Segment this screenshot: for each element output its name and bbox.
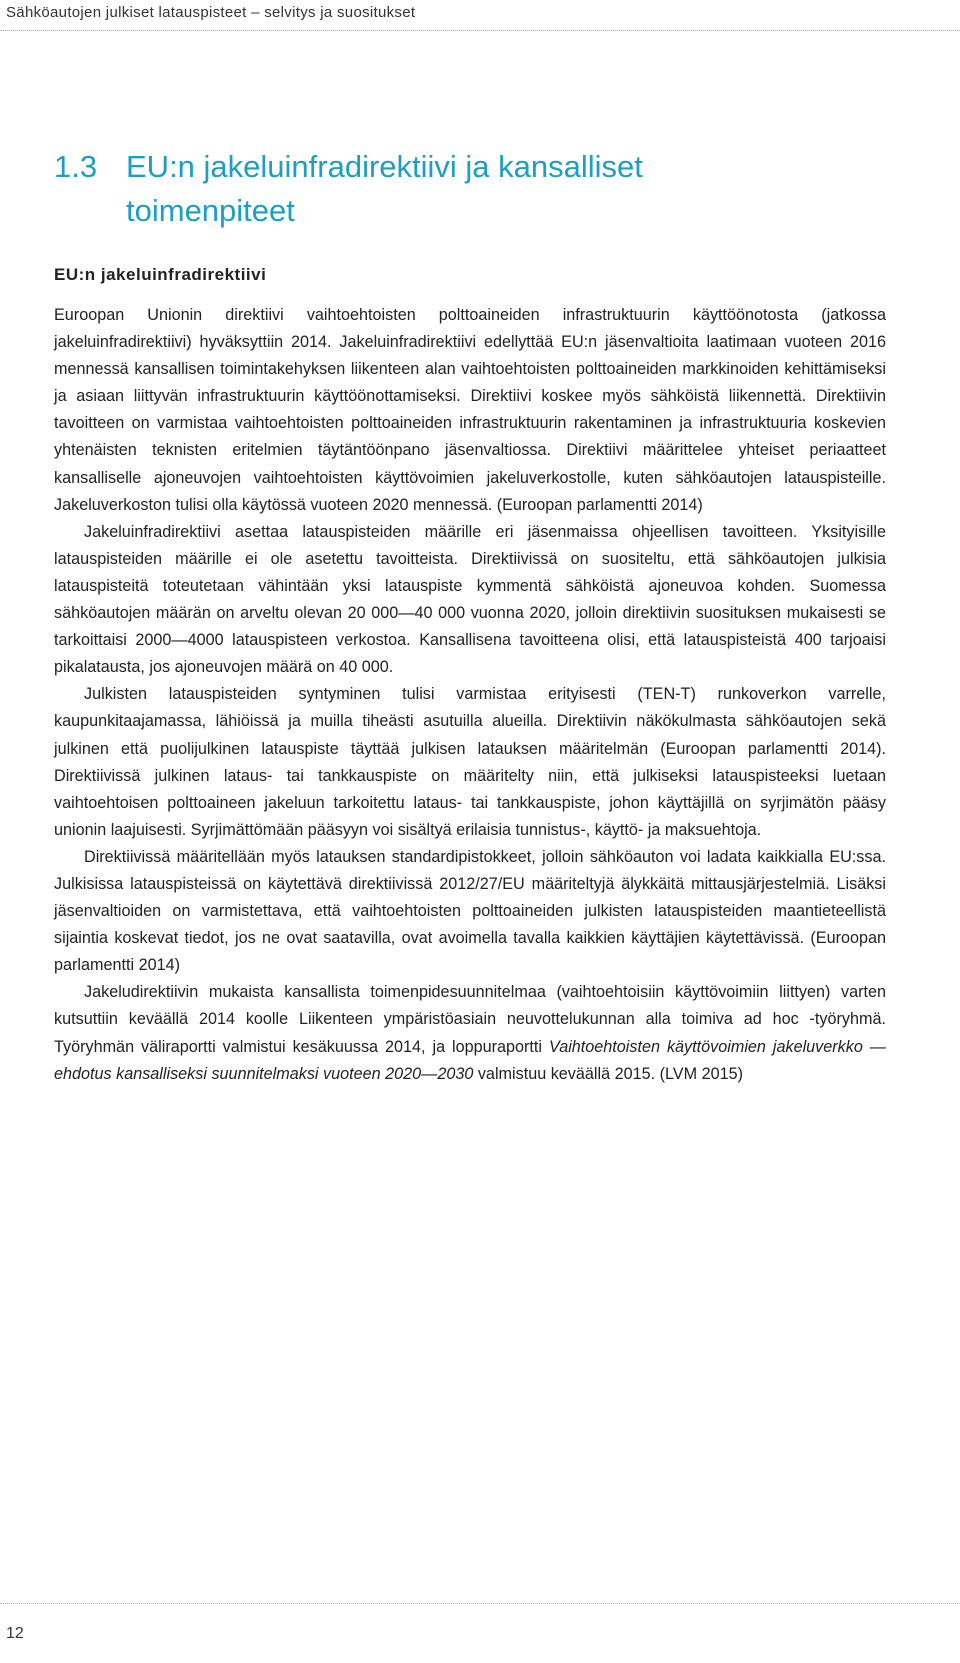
report-title: Vaihtoehtoisten käyttövoimien jakeluverkko — ehdotus kansalliseksi suunnitelmaksi vuoteen 2020—2030: [54, 1037, 886, 1083]
paragraph-3: Julkisten latauspisteiden syntyminen tulisi varmistaa erityisesti (TEN-T) runkoverkon varrelle, kaupunkitaajamassa, lähiöissä ja muilla tiheästi asutuilla alueilla. Direktiivin näkökulmasta sähköautojen sekä julkinen että puolijulkinen latauspiste täyttää julkisen latauksen määritelmän (Euroopan parlamentti 2014). Direktiivissä julkinen lataus- tai tankkauspiste on määritelty niin, että julkiseksi latauspisteeksi luetaan vaihtoehtoisen polttoaineen jakeluun tarkoitettu lataus- tai tankkauspiste, johon käyttäjillä on syrjimätön pääsy unionin laajuisesti. Syrjimättömään pääsyyn voi sisältyä erilaisia tunnistus-, käyttö- ja maksuehtoja.: [54, 685, 886, 839]
section-title: EU:n jakeluinfradirektiivi ja kansalliset toimenpiteet: [126, 149, 643, 228]
paragraph-5-text: Jakeludirektiivin mukaista kansallista toimenpidesuunnitelmaa (vaihtoehtoisiin käyttövoimiin liittyen) varten kutsuttiin keväällä 2014 koolle Liikenteen ympäristöasiain neuvottelukunnan alla toimiva ad hoc -työryhmä. Työryhmän väliraportti valmistui kesäkuussa 2014, ja loppuraportti: [54, 983, 886, 1056]
subheading: EU:n jakeluinfradirektiivi: [54, 265, 267, 284]
paragraph-2: Jakeluinfradirektiivi asettaa latauspisteiden määrille eri jäsenmaissa ohjeellisen tavoitteen. Yksityisille latauspisteiden määrille ei ole asetettu tavoitteista. Direktiivissä on suositeltu, että sähköautojen julkisia latauspisteitä toteutetaan vähintään yksi latauspiste kymmentä sähköistä ajoneuvoa kohden. Suomessa sähköautojen määrän on arveltu olevan 20 000—40 000 vuonna 2020, jolloin direktiivin suosituksen mukaisesti se tarkoittaisi 2000—4000 latauspisteen verkostoa. Kansallisena tavoitteena olisi, että latauspisteistä 400 tarjoaisi pikalatausta, jos ajoneuvojen määrä on 40 000.: [54, 522, 886, 677]
paragraph-1: Euroopan Unionin direktiivi vaihtoehtoisten polttoaineiden infrastruktuurin käyttöönotosta (jatkossa jakeluinfradirektiivi) hyväksyttiin 2014. Jakeluinfradirektiivi edellyttää EU:n jäsenvaltioita laatimaan vuoteen 2016 mennessä kansallisen toimintakehyksen liikenteen alan vaihtoehtoisten polttoaineiden markkinoiden kehittämiseksi ja asiaan liittyvän infrastruktuurin käyttöönottamiseksi. Direktiivi koskee myös sähköistä liikennettä. Direktiivin tavoitteen on varmistaa vaihtoehtoisten polttoaineiden infrastruktuurin rakentaminen ja infrastruktuuria koskevien yhtenäisten teknisten eritelmien täytäntöönpano jäsenvaltiossa. Direktiivi määrittelee yhteiset periaatteet kansalliselle ajoneuvojen vaihtoehtoisten käyttövoimien jakeluverkostolle, kuten sähköautojen latauspisteille. Jakeluverkoston tulisi olla käytössä vuoteen 2020 mennessä. (Euroopan parlamentti 2014): [54, 306, 886, 514]
section-number: 1.3: [54, 149, 98, 184]
body-text: [54, 302, 886, 1088]
running-header: Sähköautojen julkiset latauspisteet – selvitys ja suositukset: [6, 4, 416, 21]
page-number: 12: [6, 1625, 24, 1642]
section-heading: [54, 145, 686, 233]
paragraph-4: Direktiivissä määritellään myös latauksen standardipistokkeet, jolloin sähköauton voi ladata kaikkialla EU:ssa. Julkisissa latauspisteissä on käytettävä direktiivissä 2012/27/EU määriteltyjä älykkäitä mittausjärjestelmiä. Lisäksi jäsenvaltioiden on varmistettava, että vaihtoehtoisten polttoaineiden julkisten latauspisteiden maantieteellistä sijaintia koskevat tiedot, jos ne ovat saatavilla, ovat avoimella tavalla kaikkien käyttäjien käytettävissä. (Euroopan parlamentti 2014): [54, 847, 886, 975]
footer-divider: [0, 1603, 960, 1604]
paragraph-5: [54, 979, 886, 1087]
paragraph-5-end: valmistuu keväällä 2015. (LVM 2015): [473, 1064, 743, 1083]
header-divider: [0, 30, 960, 31]
